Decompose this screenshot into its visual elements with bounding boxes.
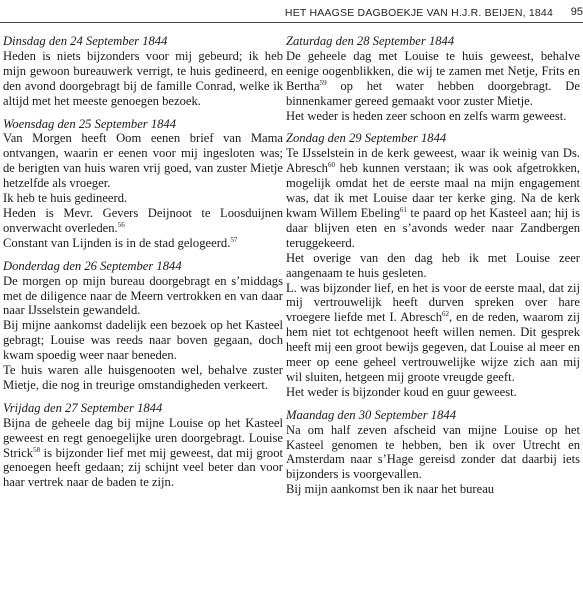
entry-paragraph (3, 49, 283, 109)
entry-text: Te huis waren alle huisgenooten wel, behalve zuster Mietje, die nog in treurige omstandigheden verkeert. (3, 363, 283, 392)
right-column (286, 34, 580, 600)
entry-date: Zaturdag den 28 September 1844 (286, 34, 455, 48)
entry-paragraph (3, 236, 283, 251)
diary-entry (3, 259, 283, 393)
diary-entry (3, 401, 283, 490)
entry-paragraph (3, 206, 283, 236)
entry-date: Vrijdag den 27 September 1844 (3, 400, 163, 415)
footnote-marker: 59 (319, 78, 327, 87)
footnote-marker: 62 (442, 310, 450, 319)
diary-entry (286, 408, 580, 497)
entry-text: is bijzonder lief met mij geweest, dat mij groot genoegen heeft gedaan; zij schijnt veel beter dan voor haar vertrek naar de baden te zijn. (3, 445, 283, 490)
entry-paragraph (286, 482, 580, 497)
entry-text: Het weder is bijzonder koud en guur geweest. (286, 384, 517, 399)
entry-text: L. was bijzonder lief, en het is voor de eerste maal, dat zij mij vertrouwelijk heeft durven spreken over hare vroegere liefde met I. Abresch (286, 280, 580, 325)
running-header-title: HET HAAGSE DAGBOEKJE VAN H.J.R. BEIJEN, 1844 (284, 7, 553, 19)
page-number: 95 (570, 6, 583, 18)
entry-text: heb kunnen verstaan; ik was ook afgetrokken, mogelijk omdat het de eerste maal na mijn engagement was, dat ik met Louise daar ter kerke ging. Na de kerk kwam Willem Ebeling (286, 161, 580, 220)
footnote-marker: 61 (399, 205, 407, 214)
entry-text: Bij mijn aankomst ben ik naar het bureau (286, 482, 495, 497)
entry-text: Ik heb te huis gedineerd. (3, 191, 128, 206)
header-rule (0, 22, 583, 23)
entry-paragraph (3, 274, 283, 319)
entry-paragraph (286, 109, 580, 124)
entry-text: De geheele dag met Louise te huis geweest, behalve eenige oogenblikken, die wij te zamen met Netje, Frits en Bertha (286, 48, 580, 93)
diary-entry (3, 117, 283, 251)
entry-paragraph (286, 423, 580, 483)
footnote-marker: 56 (117, 220, 125, 229)
entry-paragraph (286, 281, 580, 385)
entry-date: Woensdag den 25 September 1844 (3, 116, 177, 131)
entry-text: te paard op het Kasteel aan; hij is daar blijven eten en s’avonds weder naar Zandbergen teruggekeerd. (286, 205, 580, 250)
entry-text: Bij mijne aankomst dadelijk een bezoek op het Kasteel gebragt; Louise was reeds naar boven gegaan, doch kwam spoedig weer naar beneden. (3, 318, 283, 363)
entry-paragraph (286, 49, 580, 109)
entry-text: Van Morgen heeft Oom eenen brief van Mama ontvangen, waarin er eenen voor mij ingesloten was; de berigten van huis waren vrij goed, van zuster Mietje hetzelfde als vroeger. (3, 131, 283, 191)
entry-text: Het overige van den dag heb ik met Louise zeer aangenaam te huis gesleten. (286, 250, 580, 280)
entry-text: Heden is Mevr. Gevers Deijnoot te Loosduijnen onverwacht overleden. (3, 205, 283, 235)
entry-date: Zondag den 29 September 1844 (286, 131, 447, 146)
entry-paragraph (3, 318, 283, 363)
footnote-marker: 57 (230, 235, 238, 244)
footnote-marker: 60 (327, 161, 335, 170)
diary-entry (286, 34, 580, 123)
entry-text: op het water hebben doorgebragt. De binnenkamer gereed gemaakt voor zuster Mietje. (286, 78, 580, 108)
entry-date: Maandag den 30 September 1844 (286, 407, 456, 422)
diary-entry (286, 131, 580, 399)
diary-entry (3, 34, 283, 109)
entry-text: Te IJsselstein in de kerk geweest, waar ik weinig van Ds. Abresch (286, 146, 580, 176)
entry-date: Dinsdag den 24 September 1844 (3, 34, 168, 48)
entry-paragraph (286, 146, 580, 250)
entry-paragraph (286, 385, 580, 400)
running-header (0, 5, 583, 25)
left-column (3, 34, 283, 600)
entry-text: Het weder is heden zeer schoon en zelfs warm geweest. (286, 108, 567, 123)
entry-text: De morgen op mijn bureau doorgebragt en s’middags met de diligence naar de Meern vertrokken en van daar naar IJsselstein gewandeld. (3, 273, 283, 318)
entry-text: Heden is niets bijzonders voor mij gebeurd; ik heb mijn gewoon bureauwerk verrigt, te huis gedineerd, en den avond doorgebragt bij de famille Conrad, welke ik altijd met het meeste genoegen bezoek. (3, 48, 283, 108)
entry-text: , en de reden, waarom zij hem niet tot echtgenoot heeft willen nemen. Dit gesprek heeft mij een groot bewijs gegeven, dat Louise al meer en meer op eene geheel vertrouwelijke wijze zich aan mij wil sluiten, hetgeen mij groote vreugde geeft. (286, 310, 580, 384)
footnote-marker: 58 (33, 445, 41, 454)
entry-text: Na om half zeven afscheid van mijne Louise op het Kasteel genomen te hebben, ben ik over Utrecht en Amsterdam naar s’Hage gereisd zonder dat daarbij iets bijzonders is voorgevallen. (286, 422, 580, 482)
entry-paragraph (3, 191, 283, 206)
entry-paragraph (3, 131, 283, 191)
entry-text: Bijna de geheele dag bij mijne Louise op het Kasteel geweest en regt genoegelijke uren doorgebragt. Louise Strick (3, 415, 283, 460)
entry-text: Constant van Lijnden is in de stad gelogeerd. (3, 235, 231, 250)
entry-paragraph (3, 416, 283, 491)
entry-paragraph (286, 251, 580, 281)
entry-paragraph (3, 363, 283, 393)
entry-date: Donderdag den 26 September 1844 (3, 258, 182, 273)
